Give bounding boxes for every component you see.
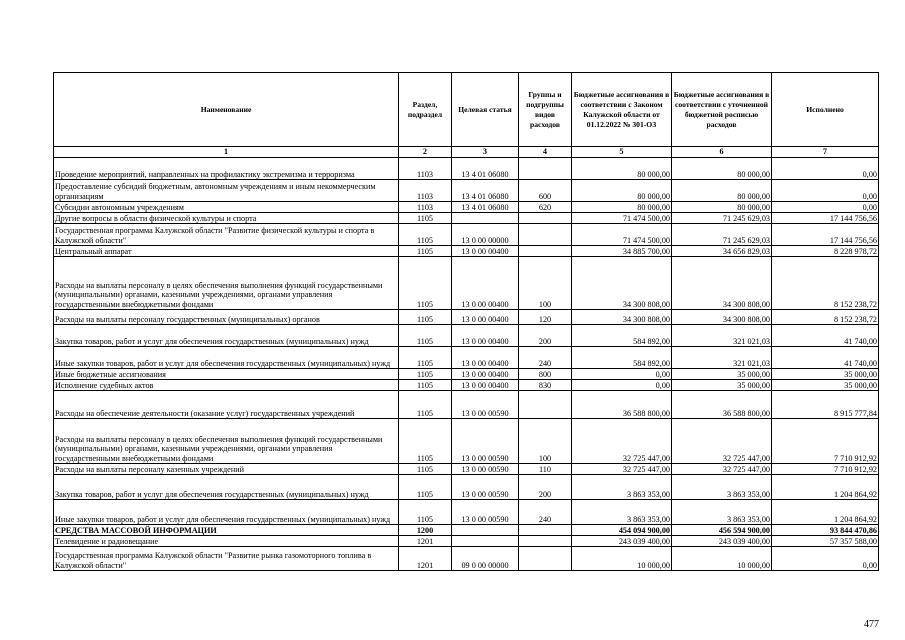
cell-executed: 35 000,00 bbox=[772, 380, 879, 391]
cell-law: 243 039 400,00 bbox=[572, 536, 672, 547]
cell-refined: 35 000,00 bbox=[672, 380, 772, 391]
cell-section: 1103 bbox=[399, 158, 452, 180]
cell-group: 100 bbox=[519, 419, 572, 464]
cell-refined: 10 000,00 bbox=[672, 547, 772, 571]
cell-name: Проведение мероприятий, направленных на профилактику экстремизма и терроризма bbox=[54, 158, 399, 180]
column-number: 2 bbox=[399, 147, 452, 158]
cell-group bbox=[519, 213, 572, 224]
cell-name: Субсидии автономным учреждениям bbox=[54, 202, 399, 213]
cell-section: 1105 bbox=[399, 475, 452, 500]
table-body bbox=[54, 158, 879, 571]
cell-article bbox=[452, 525, 519, 536]
cell-article: 13 0 00 00400 bbox=[452, 369, 519, 380]
cell-executed: 1 204 864,92 bbox=[772, 475, 879, 500]
cell-section: 1105 bbox=[399, 464, 452, 475]
cell-refined: 71 245 629,03 bbox=[672, 224, 772, 246]
cell-section: 1105 bbox=[399, 310, 452, 325]
table-row bbox=[54, 202, 879, 213]
cell-group: 800 bbox=[519, 369, 572, 380]
cell-section: 1105 bbox=[399, 246, 452, 257]
cell-name: Предоставление субсидий бюджетным, автономным учреждениям и иным некоммерческим организациям bbox=[54, 180, 399, 202]
cell-refined: 71 245 629,03 bbox=[672, 213, 772, 224]
cell-law: 454 094 900,00 bbox=[572, 525, 672, 536]
column-number: 1 bbox=[54, 147, 399, 158]
cell-article: 13 4 01 06080 bbox=[452, 158, 519, 180]
cell-name: Телевидение и радиовещание bbox=[54, 536, 399, 547]
cell-article: 13 0 00 00400 bbox=[452, 310, 519, 325]
page-number: 477 bbox=[864, 619, 879, 630]
cell-article: 13 0 00 00400 bbox=[452, 325, 519, 347]
cell-article: 13 0 00 00590 bbox=[452, 419, 519, 464]
cell-section: 1201 bbox=[399, 547, 452, 571]
cell-group: 200 bbox=[519, 475, 572, 500]
cell-name: Иные бюджетные ассигнования bbox=[54, 369, 399, 380]
cell-article: 09 0 00 00000 bbox=[452, 547, 519, 571]
table-row bbox=[54, 158, 879, 180]
cell-executed: 1 204 864,92 bbox=[772, 500, 879, 525]
cell-section: 1105 bbox=[399, 369, 452, 380]
cell-group bbox=[519, 246, 572, 257]
header-law-allocation: Бюджетные ассигнования в соответствии с Законом Калужской области от 01.12.2022 № 301-ОЗ bbox=[572, 73, 672, 147]
cell-executed: 0,00 bbox=[772, 547, 879, 571]
budget-table bbox=[53, 72, 879, 571]
cell-law: 36 588 800,00 bbox=[572, 391, 672, 419]
cell-section: 1105 bbox=[399, 213, 452, 224]
cell-law: 34 885 700,00 bbox=[572, 246, 672, 257]
cell-group: 110 bbox=[519, 464, 572, 475]
cell-name: Исполнение судебных актов bbox=[54, 380, 399, 391]
cell-law: 32 725 447,00 bbox=[572, 464, 672, 475]
cell-section: 1105 bbox=[399, 257, 452, 310]
cell-executed: 57 357 588,00 bbox=[772, 536, 879, 547]
cell-article: 13 0 00 00000 bbox=[452, 224, 519, 246]
cell-executed: 7 710 912,92 bbox=[772, 464, 879, 475]
table-row bbox=[54, 325, 879, 347]
cell-refined: 36 588 800,00 bbox=[672, 391, 772, 419]
header-row bbox=[54, 73, 879, 147]
table-row bbox=[54, 213, 879, 224]
table-row bbox=[54, 547, 879, 571]
header-refined-allocation: Бюджетные ассигнования в соответствии с уточненной бюджетной росписью расходов bbox=[672, 73, 772, 147]
cell-name: Закупка товаров, работ и услуг для обеспечения государственных (муниципальных) нужд bbox=[54, 325, 399, 347]
cell-article: 13 4 01 06080 bbox=[452, 180, 519, 202]
column-number: 4 bbox=[519, 147, 572, 158]
cell-article: 13 0 00 00400 bbox=[452, 257, 519, 310]
header-article: Целевая статья bbox=[452, 73, 519, 147]
cell-article: 13 4 01 06080 bbox=[452, 202, 519, 213]
cell-name: Государственная программа Калужской области "Развитие рынка газомоторного топлива в Калужской области" bbox=[54, 547, 399, 571]
cell-refined: 321 021,03 bbox=[672, 325, 772, 347]
cell-group: 120 bbox=[519, 310, 572, 325]
cell-law: 71 474 500,00 bbox=[572, 213, 672, 224]
cell-refined: 3 863 353,00 bbox=[672, 475, 772, 500]
cell-name: Иные закупки товаров, работ и услуг для обеспечения государственных (муниципальных) нужд bbox=[54, 500, 399, 525]
table-row bbox=[54, 246, 879, 257]
cell-law: 71 474 500,00 bbox=[572, 224, 672, 246]
cell-law: 3 863 353,00 bbox=[572, 500, 672, 525]
cell-section: 1105 bbox=[399, 224, 452, 246]
cell-law: 584 892,00 bbox=[572, 347, 672, 369]
table-row bbox=[54, 347, 879, 369]
cell-law: 0,00 bbox=[572, 380, 672, 391]
cell-refined: 80 000,00 bbox=[672, 180, 772, 202]
cell-name: Государственная программа Калужской области "Развитие физической культуры и спорта в Калужской области" bbox=[54, 224, 399, 246]
cell-section: 1105 bbox=[399, 391, 452, 419]
cell-section: 1103 bbox=[399, 202, 452, 213]
cell-executed: 8 228 978,72 bbox=[772, 246, 879, 257]
cell-law: 584 892,00 bbox=[572, 325, 672, 347]
cell-article: 13 0 00 00590 bbox=[452, 475, 519, 500]
column-number: 5 bbox=[572, 147, 672, 158]
cell-group: 240 bbox=[519, 347, 572, 369]
cell-law: 34 300 808,00 bbox=[572, 257, 672, 310]
cell-section: 1105 bbox=[399, 500, 452, 525]
cell-name: Расходы на выплаты персоналу в целях обеспечения выполнения функций государственными (муниципальными) органами, казенными учреждениями, органами управления государственными внебюджетными фондами bbox=[54, 419, 399, 464]
cell-law: 0,00 bbox=[572, 369, 672, 380]
cell-refined: 3 863 353,00 bbox=[672, 500, 772, 525]
cell-refined: 321 021,03 bbox=[672, 347, 772, 369]
cell-executed: 8 152 238,72 bbox=[772, 310, 879, 325]
table-row bbox=[54, 180, 879, 202]
cell-group bbox=[519, 391, 572, 419]
cell-name: Центральный аппарат bbox=[54, 246, 399, 257]
cell-name: Иные закупки товаров, работ и услуг для обеспечения государственных (муниципальных) нужд bbox=[54, 347, 399, 369]
cell-group: 600 bbox=[519, 180, 572, 202]
column-number: 3 bbox=[452, 147, 519, 158]
cell-executed: 7 710 912,92 bbox=[772, 419, 879, 464]
table-row bbox=[54, 391, 879, 419]
cell-group bbox=[519, 158, 572, 180]
table-row bbox=[54, 464, 879, 475]
cell-article: 13 0 00 00590 bbox=[452, 391, 519, 419]
table-row bbox=[54, 224, 879, 246]
cell-refined: 34 300 808,00 bbox=[672, 257, 772, 310]
cell-name: Расходы на выплаты персоналу государственных (муниципальных) органов bbox=[54, 310, 399, 325]
cell-article bbox=[452, 213, 519, 224]
cell-name: Расходы на обеспечение деятельности (оказание услуг) государственных учреждений bbox=[54, 391, 399, 419]
cell-executed: 17 144 756,56 bbox=[772, 213, 879, 224]
cell-section: 1201 bbox=[399, 536, 452, 547]
cell-executed: 0,00 bbox=[772, 158, 879, 180]
cell-executed: 17 144 756,56 bbox=[772, 224, 879, 246]
table-row bbox=[54, 310, 879, 325]
header-executed: Исполнено bbox=[772, 73, 879, 147]
cell-group bbox=[519, 547, 572, 571]
header-group: Группы и подгруппы видов расходов bbox=[519, 73, 572, 147]
cell-law: 80 000,00 bbox=[572, 180, 672, 202]
cell-law: 32 725 447,00 bbox=[572, 419, 672, 464]
table-row bbox=[54, 369, 879, 380]
cell-section: 1105 bbox=[399, 325, 452, 347]
cell-refined: 34 300 808,00 bbox=[672, 310, 772, 325]
cell-refined: 32 725 447,00 bbox=[672, 419, 772, 464]
cell-section: 1105 bbox=[399, 347, 452, 369]
table-row bbox=[54, 419, 879, 464]
cell-executed: 8 152 238,72 bbox=[772, 257, 879, 310]
cell-group bbox=[519, 536, 572, 547]
column-number: 7 bbox=[772, 147, 879, 158]
cell-executed: 93 844 470,86 bbox=[772, 525, 879, 536]
cell-group bbox=[519, 224, 572, 246]
cell-group: 200 bbox=[519, 325, 572, 347]
table-row bbox=[54, 257, 879, 310]
cell-section: 1105 bbox=[399, 380, 452, 391]
table-row bbox=[54, 525, 879, 536]
cell-name: Закупка товаров, работ и услуг для обеспечения государственных (муниципальных) нужд bbox=[54, 475, 399, 500]
column-number: 6 bbox=[672, 147, 772, 158]
cell-article bbox=[452, 536, 519, 547]
cell-group: 240 bbox=[519, 500, 572, 525]
table-row bbox=[54, 380, 879, 391]
cell-executed: 35 000,00 bbox=[772, 369, 879, 380]
cell-refined: 243 039 400,00 bbox=[672, 536, 772, 547]
cell-group: 830 bbox=[519, 380, 572, 391]
cell-refined: 80 000,00 bbox=[672, 202, 772, 213]
cell-section: 1103 bbox=[399, 180, 452, 202]
header-section: Раздел, подраздел bbox=[399, 73, 452, 147]
cell-law: 80 000,00 bbox=[572, 158, 672, 180]
cell-article: 13 0 00 00590 bbox=[452, 500, 519, 525]
cell-name: СРЕДСТВА МАССОВОЙ ИНФОРМАЦИИ bbox=[54, 525, 399, 536]
cell-executed: 41 740,00 bbox=[772, 347, 879, 369]
cell-group: 100 bbox=[519, 257, 572, 310]
cell-law: 34 300 808,00 bbox=[572, 310, 672, 325]
cell-law: 80 000,00 bbox=[572, 202, 672, 213]
cell-article: 13 0 00 00400 bbox=[452, 347, 519, 369]
cell-section: 1200 bbox=[399, 525, 452, 536]
column-number-row bbox=[54, 147, 879, 158]
cell-law: 3 863 353,00 bbox=[572, 475, 672, 500]
cell-group: 620 bbox=[519, 202, 572, 213]
cell-executed: 0,00 bbox=[772, 180, 879, 202]
cell-refined: 456 594 900,00 bbox=[672, 525, 772, 536]
cell-group bbox=[519, 525, 572, 536]
cell-executed: 8 915 777,84 bbox=[772, 391, 879, 419]
table-row bbox=[54, 500, 879, 525]
cell-name: Расходы на выплаты персоналу казенных учреждений bbox=[54, 464, 399, 475]
table-row bbox=[54, 475, 879, 500]
cell-executed: 41 740,00 bbox=[772, 325, 879, 347]
cell-refined: 32 725 447,00 bbox=[672, 464, 772, 475]
cell-name: Другие вопросы в области физической культуры и спорта bbox=[54, 213, 399, 224]
header-name: Наименование bbox=[54, 73, 399, 147]
cell-article: 13 0 00 00400 bbox=[452, 380, 519, 391]
cell-name: Расходы на выплаты персоналу в целях обеспечения выполнения функций государственными (муниципальными) органами, казенными учреждениями, органами управления государственными внебюджетными фондами bbox=[54, 257, 399, 310]
table-row bbox=[54, 536, 879, 547]
cell-refined: 80 000,00 bbox=[672, 158, 772, 180]
cell-refined: 35 000,00 bbox=[672, 369, 772, 380]
cell-article: 13 0 00 00590 bbox=[452, 464, 519, 475]
cell-refined: 34 656 829,03 bbox=[672, 246, 772, 257]
cell-law: 10 000,00 bbox=[572, 547, 672, 571]
cell-article: 13 0 00 00400 bbox=[452, 246, 519, 257]
cell-section: 1105 bbox=[399, 419, 452, 464]
cell-executed: 0,00 bbox=[772, 202, 879, 213]
